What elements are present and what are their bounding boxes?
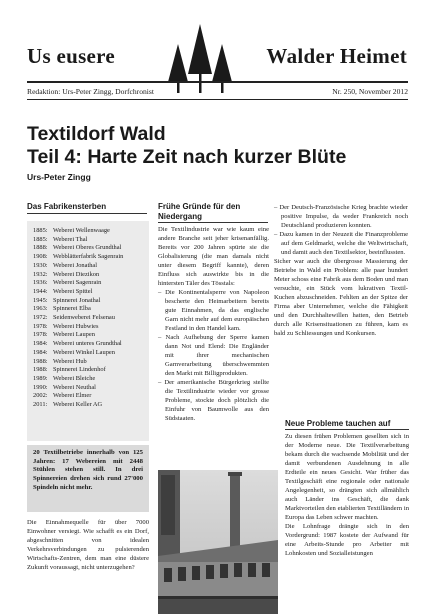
closure-year: 1944:	[33, 287, 48, 295]
factory-name: Weberei Oberes Grundthal	[53, 244, 122, 252]
col3-body	[274, 203, 408, 338]
factory-name: Webblätterfabrik Sagenrain	[53, 253, 124, 261]
closure-year: 1963:	[33, 305, 48, 313]
headline-title: Textildorf Wald	[27, 123, 166, 145]
closure-year: 1988:	[33, 366, 48, 374]
closure-year: 1945:	[33, 296, 48, 304]
factory-closure-row	[33, 349, 149, 358]
factory-closure-row	[33, 305, 149, 314]
closure-year: 2011:	[33, 401, 48, 409]
closure-year: 1978:	[33, 331, 48, 339]
factory-name: Weberei unteres Grundthal	[53, 340, 122, 348]
closure-year: 1936:	[33, 279, 48, 287]
factory-name: Weberei Elmer	[53, 392, 92, 400]
bullet-item: – Der Deutsch-Französische Krieg brachte wieder positive Impulse, da weder Frankreich noch Deutschland produzieren konnten.	[274, 204, 408, 229]
section-heading-new-problems: Neue Probleme tauchen auf	[285, 419, 391, 428]
factory-closure-row	[33, 392, 149, 401]
factory-closure-row	[33, 262, 149, 271]
bullet-item: – Dazu kamen in der Neuzeit die Finanzprobleme auf dem Geldmarkt, welche die Weltwirtschaft, und damit auch den Textilsektor, beeinflussten.	[274, 231, 408, 256]
factory-closure-row	[33, 279, 149, 288]
col3-paragraph: Zu diesen frühen Problemen gesellten sich in der Moderne neue. Die Textilverarbeitung bekam durch die wachsende Mobilität und der damit verbundenen Ausdehnung in alle Erdteile ein neues Gesicht. War früher das Textilgeschäft eine regionale oder nationale Angelegenheit, so drängten sich allmählich auch Länder ins Geschäft, die dank Marktvorteilen den etablierten Textilländern in Europa das Leben schwer machten.	[285, 433, 409, 521]
closure-year: 1908:	[33, 253, 48, 261]
factory-closure-row	[33, 384, 149, 393]
closure-year: 1989:	[33, 374, 48, 382]
factory-name: Spinnerei Lindenhof	[53, 366, 106, 374]
factory-closure-row	[33, 375, 149, 384]
factory-closure-row	[33, 314, 149, 323]
author-byline: Urs-Peter Zingg	[27, 172, 91, 182]
closure-year: 1932:	[33, 270, 48, 278]
factory-name: Spinnerei Jonathal	[53, 296, 101, 304]
factory-closure-list	[27, 221, 149, 441]
masthead-title-left: Us eusere	[27, 44, 116, 68]
sidebar-heading-rule	[27, 213, 147, 214]
sidebar-heading: Das Fabrikensterben	[27, 202, 107, 211]
closure-year: 1885:	[33, 235, 48, 243]
factory-name: Weberei Thal	[53, 235, 88, 243]
col3-body-continued	[285, 432, 409, 558]
issue-number: Nr. 250, November 2012	[332, 87, 408, 96]
section-heading-rule	[285, 429, 409, 430]
factory-name: Weberei Laupen	[53, 331, 95, 339]
col3-paragraph: Sicher war auch die übergrosse Massierung der Betriebe in Wald ein Problem: alle paar hundert Meter schoss eine Fabrik aus dem Boden und man versuchte, ein Stück vom lukrativen Textil-Kuchen abzuschneiden. Fehlten an der Spitze der Firma aber Unternehmer, welche die Fähigkeit und den Durchhaltewillen hatten, den Betrieb durch alle Krisensituationen zu führen, kam es bald zu Schliessungen und Konkursen.	[274, 258, 408, 337]
bullet-item: – Der amerikanische Bürgerkrieg stellte die Textilindustrie wieder vor grosse Probleme, stockte doch plötzlich die Einfuhr von Baumwolle aus den Südstaaten.	[158, 379, 269, 422]
factory-closure-row	[33, 253, 149, 262]
factory-name: Weberei Hubwies	[53, 322, 99, 330]
factory-name: Weberei Spittel	[53, 287, 93, 295]
factory-closure-row	[33, 358, 149, 367]
section-heading-rule	[158, 222, 268, 223]
factory-closure-row	[33, 323, 149, 332]
col2-intro: Die Textilindustrie war wie kaum eine andere Branche seit jeher krisenanfällig. Bereits vor 200 Jahren spürte sie die Globalisierung (die man damals nicht unter diesem Begriff kannte), deren Einfluss sich auswirkte bis in die hintersten Täler des Tösstals:	[158, 226, 269, 287]
factory-closure-row	[33, 340, 149, 349]
masthead-rule-top	[27, 81, 408, 83]
factory-photo	[158, 470, 278, 614]
factory-name: Weberei Sagenrain	[53, 279, 102, 287]
factory-name: Weberei Hub	[53, 357, 87, 365]
closure-year: 1990:	[33, 383, 48, 391]
factory-closure-row	[33, 288, 149, 297]
col2-body	[158, 225, 269, 423]
factory-name: Weberei Bleiche	[53, 374, 96, 382]
closure-year: 1988:	[33, 357, 48, 365]
factory-name: Weberei Keller AG	[53, 401, 103, 409]
fir-trees-logo-icon	[166, 22, 234, 94]
masthead-title-right: Walder Heimet	[266, 44, 407, 68]
factory-closure-row	[33, 236, 149, 245]
redaktion-line: Redaktion: Urs-Peter Zingg, Dorfchronist	[27, 87, 154, 96]
factory-closure-row	[33, 244, 149, 253]
closure-year: 1888:	[33, 244, 48, 252]
masthead-rule-bottom	[27, 99, 408, 100]
col3-paragraph: Die Lohnfrage drängte sich in den Vordergrund: 1987 kostete der Aufwand für eine Arbeits-Stunde pro Arbeiter mit Lohnkosten und Sozialleistungen	[285, 523, 409, 557]
col1-paragraph: Die Einnahmequelle für über 7000 Einwohner versiegt. Wie schafft es ein Dorf, abgeschnitten von idealen Verkehrsverbindungen zu pulsierenden Wirtschafts-Zentren, dem man eine düstere Zukunft voraussagt, nicht unterzugehen?	[27, 519, 149, 571]
factory-name: Spinnerei Elba	[53, 305, 91, 313]
headline-subtitle: Teil 4: Harte Zeit nach kurzer Blüte	[27, 146, 347, 168]
factory-name: Weberei Neuthal	[53, 383, 96, 391]
factory-name: Weberei Winkel Laupen	[53, 348, 115, 356]
section-heading-early-reasons: Frühe Gründe für den Niedergang	[158, 202, 241, 221]
closure-year: 1978:	[33, 322, 48, 330]
factory-closure-row	[33, 227, 149, 236]
closure-year: 2002:	[33, 392, 48, 400]
closure-year: 1930:	[33, 261, 48, 269]
factory-name: Weberei Diezikon	[53, 270, 100, 278]
closure-year: 1984:	[33, 348, 48, 356]
bullet-item: – Die Kontinentalsperre von Napoleon bescherte den Heimarbeitern bereits gute Einnahmen, da das englische Garn nicht mehr auf dem europäischen Festland in den Handel kam.	[158, 289, 269, 332]
factory-closure-row	[33, 331, 149, 340]
highlight-box: 20 Textilbetriebe innerhalb von 125 Jahren: 17 Webereien mit 2448 Stühlen stehen still. In drei Spinnereien drehen sich rund 27'000 Spindeln nicht mehr.	[27, 445, 149, 512]
factory-name: Weberei Wellenwaage	[53, 227, 110, 234]
factory-name: Seidenweberei Felsenau	[53, 314, 115, 322]
factory-closure-row	[33, 271, 149, 280]
factory-closure-row	[33, 366, 149, 375]
closure-year: 1984:	[33, 340, 48, 348]
bullet-item: – Nach Aufhebung der Sperre kamen dann Not und Elend: Die Engländer mit ihrer mechanischen Garnverarbeitung überschwemmten den Markt mit Billigprodukten.	[158, 334, 269, 377]
closure-year: 1885:	[33, 227, 48, 234]
factory-closure-row	[33, 297, 149, 306]
closure-year: 1972:	[33, 314, 48, 322]
factory-closure-row	[33, 401, 149, 410]
factory-name: Weberei Jonathal	[53, 261, 98, 269]
